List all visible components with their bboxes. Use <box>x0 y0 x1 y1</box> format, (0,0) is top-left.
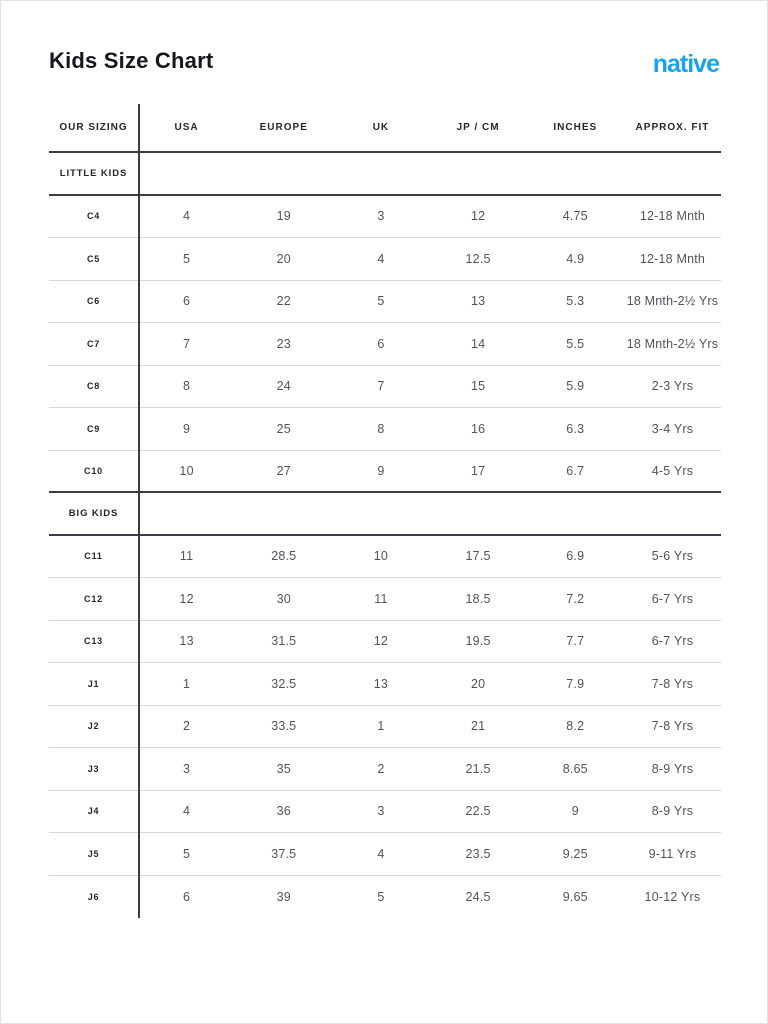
table-cell: 23.5 <box>465 846 491 861</box>
table-section <box>49 493 721 918</box>
table-cell: 5 <box>377 294 385 309</box>
row-size-label: C4 <box>86 211 101 222</box>
column-header: INCHES <box>553 122 598 133</box>
table-row <box>49 621 721 664</box>
table-row <box>49 281 721 324</box>
table-cell: 18 Mnth-2½ Yrs <box>626 336 719 351</box>
table-cell: 13 <box>373 676 389 691</box>
table-cell: 21 <box>470 719 486 734</box>
section-label: BIG KIDS <box>68 507 119 519</box>
table-cell: 8.65 <box>562 761 588 776</box>
size-chart-table <box>49 104 721 918</box>
table-row <box>49 323 721 366</box>
table-cell: 18 Mnth-2½ Yrs <box>626 294 719 309</box>
table-row <box>49 196 721 239</box>
table-cell: 2 <box>183 719 191 734</box>
table-cell: 30 <box>276 591 291 606</box>
table-row <box>49 451 721 494</box>
row-size-label: C5 <box>86 253 101 264</box>
row-size-label: C6 <box>86 296 101 307</box>
column-divider <box>138 104 140 918</box>
table-row <box>49 791 721 834</box>
table-cell: 6 <box>183 889 191 904</box>
table-cell: 11 <box>374 591 388 606</box>
column-header: USA <box>174 122 199 133</box>
table-cell: 8 <box>183 379 191 394</box>
table-cell: 3-4 Yrs <box>651 421 694 436</box>
table-cell: 24 <box>276 379 291 394</box>
table-cell: 6.3 <box>566 421 585 436</box>
table-row <box>49 748 721 791</box>
table-cell: 10 <box>373 549 389 564</box>
table-cell: 8-9 Yrs <box>651 804 694 819</box>
table-cell: 6-7 Yrs <box>651 634 694 649</box>
column-header: UK <box>372 122 390 133</box>
table-cell: 18.5 <box>465 591 491 606</box>
table-cell: 9 <box>377 463 385 478</box>
table-cell: 22 <box>276 294 291 309</box>
page-title: Kids Size Chart <box>49 48 214 73</box>
table-cell: 12 <box>373 634 389 649</box>
row-size-label: J1 <box>87 678 100 689</box>
table-row <box>49 408 721 451</box>
table-cell: 10 <box>179 463 194 478</box>
table-cell: 5.9 <box>566 379 585 394</box>
table-cell: 2 <box>377 761 385 776</box>
row-size-label: J3 <box>87 763 100 774</box>
table-cell: 7.9 <box>566 676 585 691</box>
table-cell: 19 <box>276 209 291 224</box>
table-section <box>49 153 721 493</box>
table-cell: 4.75 <box>562 209 588 224</box>
table-cell: 8.2 <box>566 719 585 734</box>
table-cell: 9.65 <box>562 889 588 904</box>
table-cell: 6-7 Yrs <box>651 591 694 606</box>
table-cell: 24.5 <box>465 889 491 904</box>
table-cell: 20 <box>470 676 486 691</box>
table-cell: 4 <box>183 804 191 819</box>
table-cell: 13 <box>470 294 486 309</box>
table-cell: 9 <box>183 421 191 436</box>
table-cell: 19.5 <box>465 634 491 649</box>
table-cell: 9 <box>571 804 579 819</box>
row-size-label: C9 <box>86 423 101 434</box>
table-row <box>49 536 721 579</box>
table-cell: 35 <box>276 761 291 776</box>
table-cell: 4.9 <box>566 251 585 266</box>
table-cell: 17.5 <box>465 549 491 564</box>
table-row <box>49 663 721 706</box>
table-cell: 11 <box>179 549 194 564</box>
table-cell: 25 <box>276 421 291 436</box>
table-cell: 14 <box>470 336 486 351</box>
column-header: EUROPE <box>259 122 308 133</box>
row-size-label: J4 <box>87 806 100 817</box>
table-cell: 10-12 Yrs <box>644 889 701 904</box>
table-cell: 7.7 <box>566 634 585 649</box>
table-cell: 4 <box>377 846 385 861</box>
column-header: JP / CM <box>456 122 500 133</box>
table-cell: 5 <box>183 846 191 861</box>
row-size-label: J2 <box>87 721 100 732</box>
table-cell: 5 <box>377 889 385 904</box>
table-header-row <box>49 104 721 153</box>
table-cell: 6.9 <box>566 549 585 564</box>
table-cell: 3 <box>183 761 191 776</box>
table-cell: 8-9 Yrs <box>651 761 694 776</box>
row-size-label: C13 <box>84 636 103 647</box>
table-cell: 22.5 <box>465 804 491 819</box>
table-row <box>49 833 721 876</box>
section-header-row <box>49 153 721 196</box>
table-cell: 4 <box>183 209 191 224</box>
table-cell: 36 <box>276 804 291 819</box>
table-cell: 12 <box>470 209 486 224</box>
column-header: OUR SIZING <box>59 122 128 133</box>
table-row <box>49 876 721 919</box>
table-cell: 4 <box>377 251 385 266</box>
row-size-label: J5 <box>87 848 100 859</box>
table-cell: 9-11 Yrs <box>648 846 697 861</box>
table-cell: 31.5 <box>271 634 297 649</box>
table-cell: 12 <box>179 591 194 606</box>
table-row <box>49 706 721 749</box>
row-size-label: C12 <box>84 593 103 604</box>
table-cell: 21.5 <box>465 761 491 776</box>
column-header: APPROX. FIT <box>635 122 710 133</box>
table-cell: 8 <box>377 421 385 436</box>
table-cell: 6 <box>377 336 385 351</box>
table-cell: 7-8 Yrs <box>651 676 694 691</box>
table-cell: 4-5 Yrs <box>651 463 694 478</box>
table-cell: 15 <box>470 379 486 394</box>
table-cell: 7 <box>377 379 385 394</box>
row-size-label: C10 <box>84 465 103 476</box>
row-size-label: C8 <box>86 381 101 392</box>
table-cell: 5.3 <box>566 294 585 309</box>
table-cell: 13 <box>179 634 194 649</box>
table-cell: 12-18 Mnth <box>639 251 706 266</box>
table-cell: 16 <box>470 421 486 436</box>
table-cell: 33.5 <box>271 719 297 734</box>
table-cell: 1 <box>377 719 385 734</box>
table-cell: 23 <box>276 336 291 351</box>
table-cell: 28.5 <box>271 549 297 564</box>
table-cell: 12.5 <box>465 251 491 266</box>
table-cell: 3 <box>377 209 385 224</box>
table-cell: 6 <box>183 294 191 309</box>
table-cell: 12-18 Mnth <box>639 209 706 224</box>
table-cell: 5.5 <box>566 336 585 351</box>
table-cell: 7-8 Yrs <box>651 719 694 734</box>
table-cell: 39 <box>276 889 291 904</box>
table-cell: 9.25 <box>562 846 588 861</box>
table-cell: 5 <box>183 251 191 266</box>
table-cell: 7 <box>183 336 191 351</box>
table-cell: 27 <box>276 463 291 478</box>
table-cell: 5-6 Yrs <box>651 549 694 564</box>
table-body <box>49 153 721 918</box>
section-label: LITTLE KIDS <box>59 167 128 179</box>
table-cell: 32.5 <box>271 676 297 691</box>
table-cell: 2-3 Yrs <box>651 379 694 394</box>
table-cell: 1 <box>183 676 191 691</box>
table-cell: 20 <box>276 251 291 266</box>
table-row <box>49 366 721 409</box>
row-size-label: J6 <box>87 891 100 902</box>
table-cell: 17 <box>470 463 486 478</box>
section-header-row <box>49 493 721 536</box>
table-row <box>49 578 721 621</box>
native-logo: native <box>652 50 719 78</box>
table-cell: 7.2 <box>566 591 585 606</box>
table-cell: 6.7 <box>566 463 585 478</box>
row-size-label: C7 <box>86 338 101 349</box>
table-row <box>49 238 721 281</box>
table-cell: 37.5 <box>271 846 297 861</box>
row-size-label: C11 <box>84 551 103 562</box>
table-cell: 3 <box>377 804 385 819</box>
